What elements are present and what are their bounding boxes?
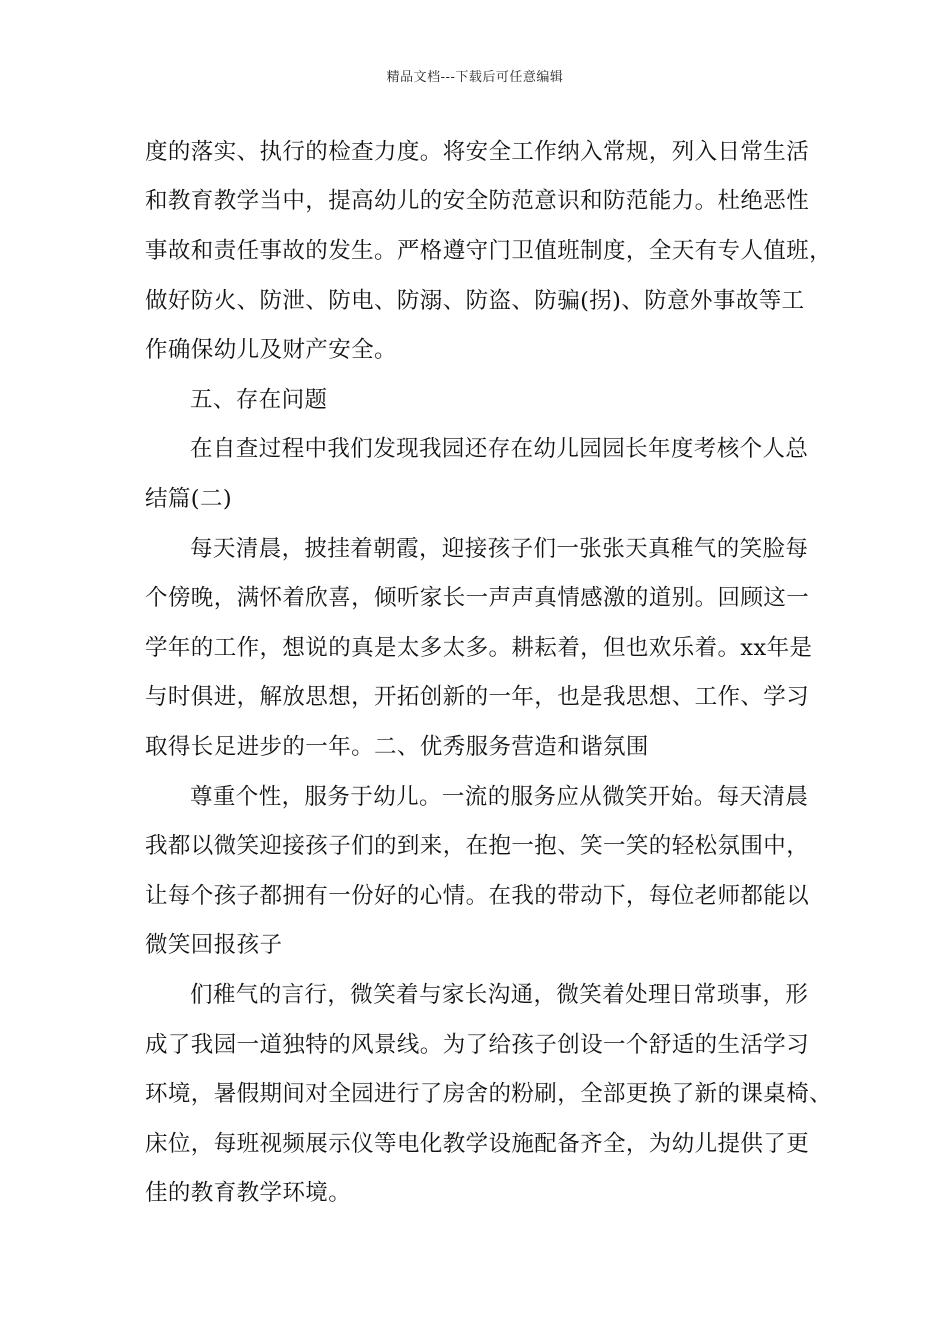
text-line: 作确保幼儿及财产安全。	[145, 337, 397, 363]
text-line: 个傍晚，满怀着欣喜，倾听家长一声声真情感激的道别。回顾这一	[145, 585, 810, 611]
page-header: 精品文档---下载后可任意编辑	[386, 70, 564, 85]
text-line: 做好防火、防泄、防电、防溺、防盗、防骗(拐)、防意外事故等工	[145, 288, 805, 314]
text-line: 度的落实、执行的检查力度。将安全工作纳入常规，列入日常生活	[145, 139, 810, 165]
text-line: 床位，每班视频展示仪等电化教学设施配备齐全，为幼儿提供了更	[145, 1131, 810, 1157]
text-line: 成了我园一道独特的风景线。为了给孩子创设一个舒适的生活学习	[145, 1032, 810, 1058]
text-line: 在自查过程中我们发现我园还存在幼儿园园长年度考核个人总	[190, 436, 809, 462]
text-line: 取得长足进步的一年。二、优秀服务营造和谐氛围	[145, 734, 649, 760]
text-line: 们稚气的言行，微笑着与家长沟通，微笑着处理日常琐事，形	[190, 982, 809, 1008]
text-line: 和教育教学当中，提高幼儿的安全防范意识和防范能力。杜绝恶性	[145, 188, 810, 214]
text-line: 事故和责任事故的发生。严格遵守门卫值班制度，全天有专人值班，	[145, 238, 833, 264]
text-line: 尊重个性，服务于幼儿。一流的服务应从微笑开始。每天清晨	[190, 784, 809, 810]
text-line: 学年的工作，想说的真是太多太多。耕耘着，但也欢乐着。xx年是	[145, 635, 813, 661]
text-line: 环境，暑假期间对全园进行了房舍的粉刷，全部更换了新的课桌椅、	[145, 1081, 833, 1107]
text-line: 与时俱进，解放思想，开拓创新的一年，也是我思想、工作、学习	[145, 684, 810, 710]
text-line: 微笑回报孩子	[145, 932, 283, 958]
text-line: 佳的教育教学环境。	[145, 1180, 352, 1206]
section-heading: 五、存在问题	[190, 387, 328, 413]
text-line: 让每个孩子都拥有一份好的心情。在我的带动下，每位老师都能以	[145, 883, 810, 909]
text-line: 每天清晨，披挂着朝霞，迎接孩子们一张张天真稚气的笑脸每	[190, 536, 809, 562]
text-line: 我都以微笑迎接孩子们的到来，在抱一抱、笑一笑的轻松氛围中，	[145, 833, 810, 859]
text-line: 结篇(二)	[145, 486, 233, 512]
